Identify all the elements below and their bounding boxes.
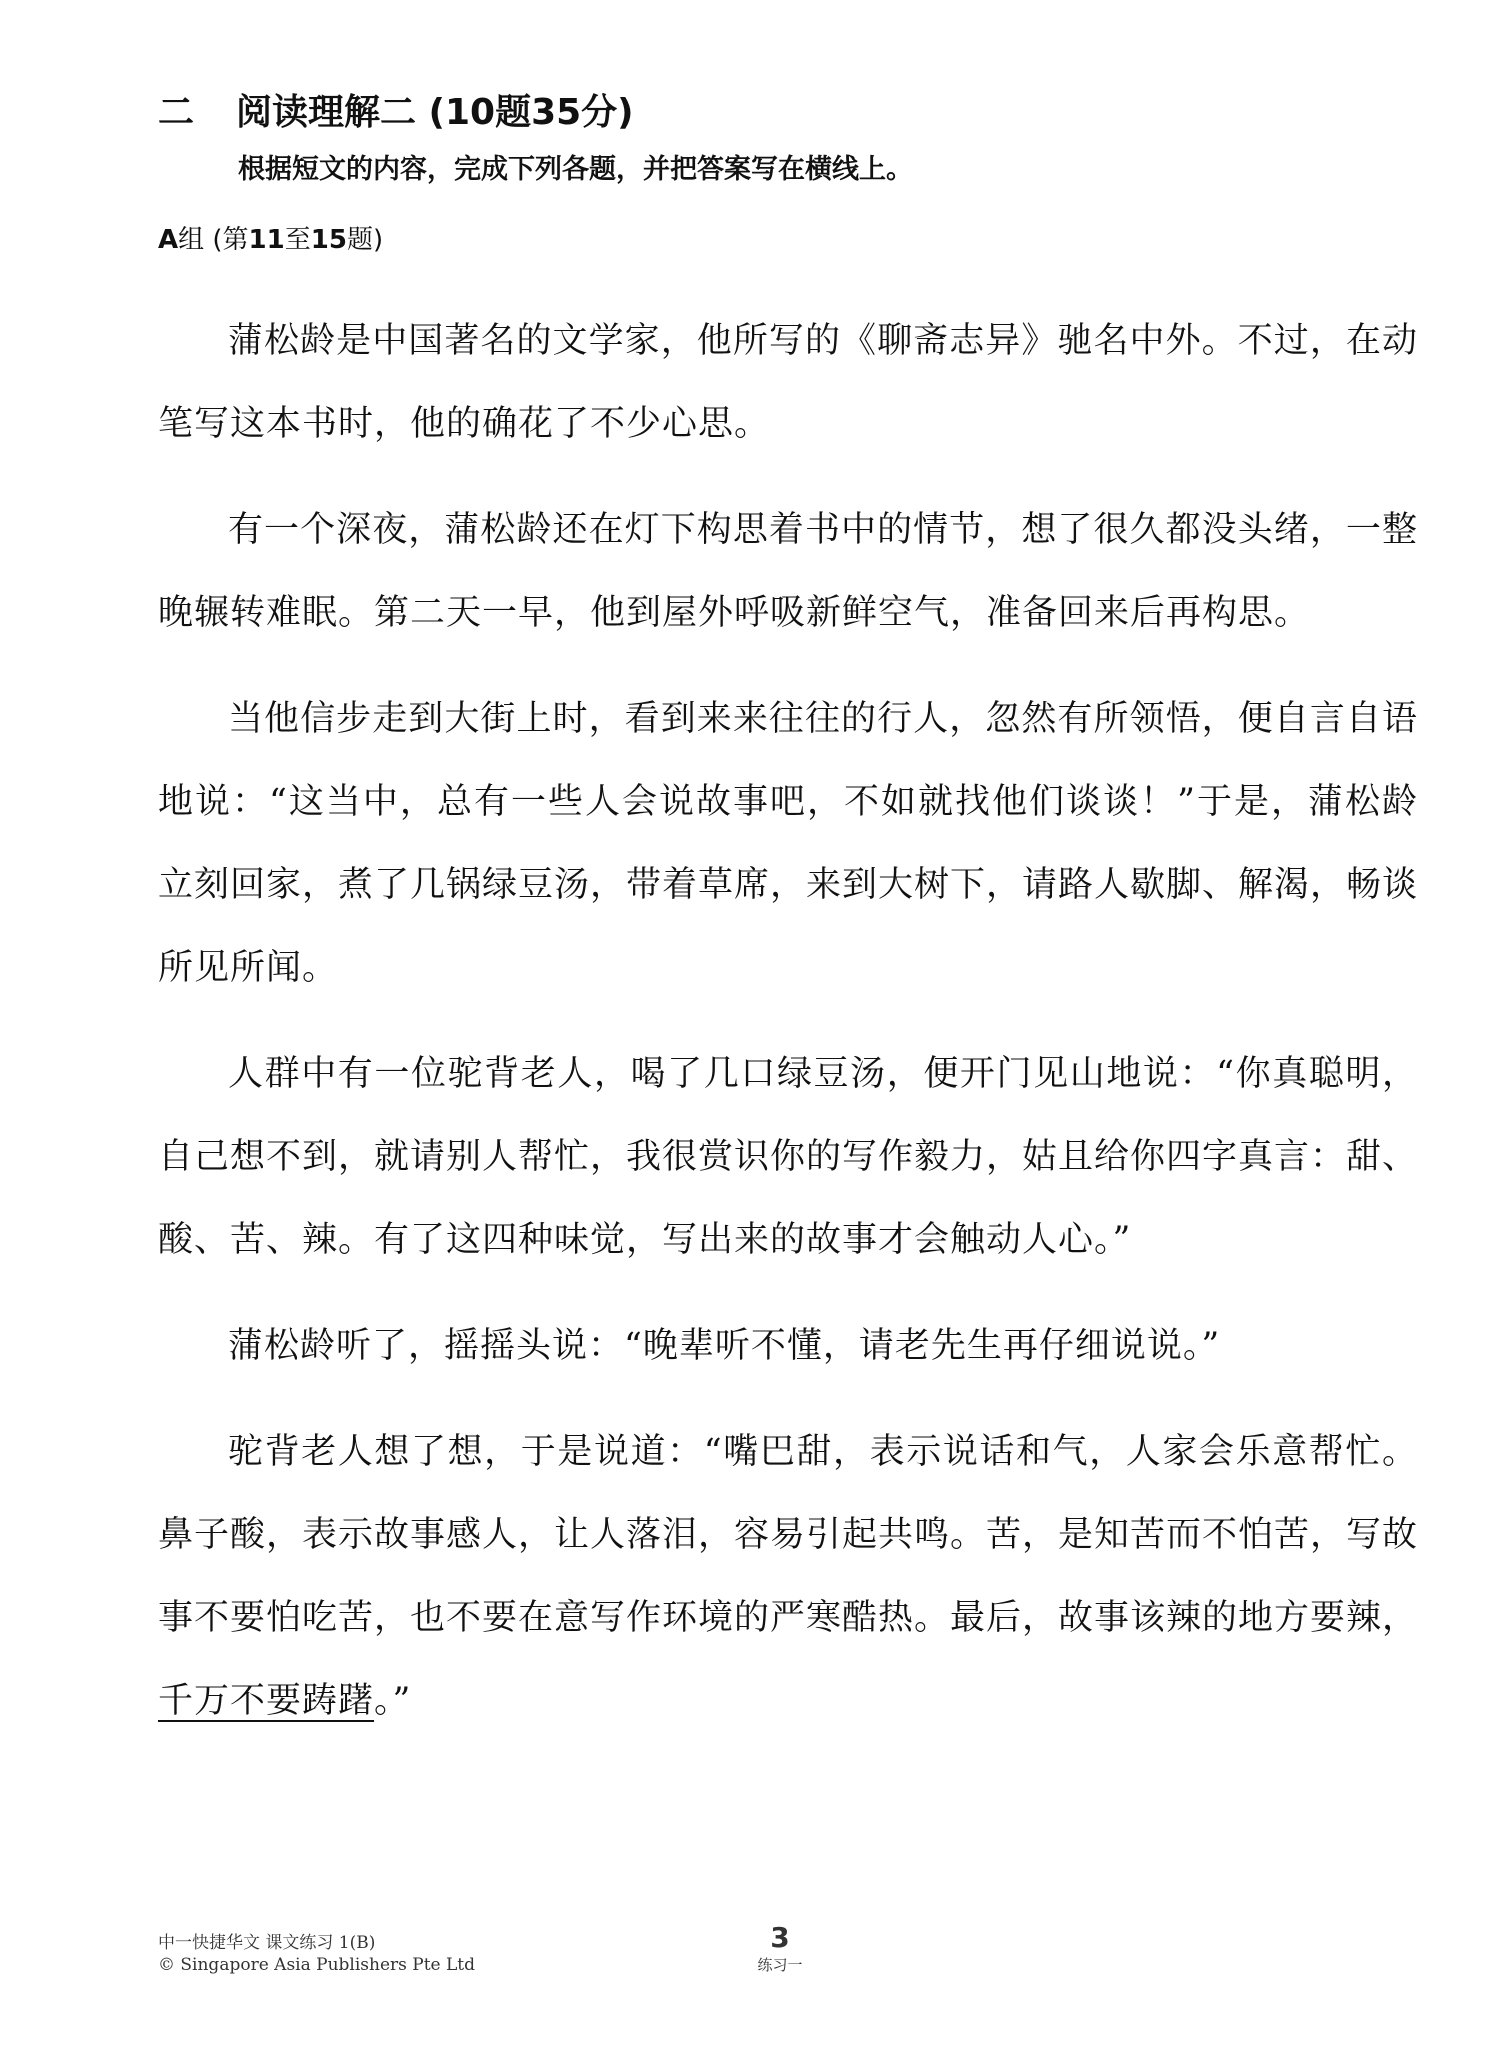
reading-passage xyxy=(158,300,1418,1766)
section-heading xyxy=(158,88,634,138)
group-label: A xyxy=(158,225,179,255)
book-title: 中一快捷华文 课文练习 1(B) xyxy=(158,1933,376,1953)
paragraph: 人群中有一位驼背老人，喝了几口绿豆汤，便开门见山地说：“你真聪明，自己想不到，就请别人帮忙，我很赏识你的写作毅力，姑且给你四字真言：甜、酸、苦、辣。有了这四种味觉，写出来的故事才会触动人心。” xyxy=(158,1054,1419,1260)
section-number: 二 xyxy=(158,92,195,133)
paragraph: 有一个深夜，蒲松龄还在灯下构思着书中的情节，想了很久都没头绪，一整晚辗转难眠。第二天一早，他到屋外呼吸新鲜空气，准备回来后再构思。 xyxy=(158,510,1418,633)
underlined-phrase: 千万不要踌躇 xyxy=(158,1681,375,1721)
group-from: 11 xyxy=(248,225,285,255)
group-text-1: 组 (第 xyxy=(178,225,249,255)
exercise-label: 练习一 xyxy=(757,1956,803,1974)
group-to: 15 xyxy=(310,225,347,255)
paragraph: 蒲松龄听了，摇摇头说：“晚辈听不懂，请老先生再仔细说说。” xyxy=(228,1326,1221,1366)
section-title: 阅读理解二 (10题35分) xyxy=(236,92,634,133)
paragraph: 蒲松龄是中国著名的文学家，他所写的《聊斋志异》驰名中外。不过，在动笔写这本书时，他的确花了不少心思。 xyxy=(158,321,1418,444)
paragraph: 当他信步走到大街上时，看到来来往往的行人，忽然有所领悟，便自言自语地说：“这当中，总有一些人会说故事吧，不如就找他们谈谈！”于是，蒲松龄立刻回家，煮了几锅绿豆汤，带着草席，来到大树下，请路人歇脚、解渴，畅谈所见所闻。 xyxy=(158,699,1419,988)
footer-info xyxy=(158,1932,475,1976)
copyright: © Singapore Asia Publishers Pte Ltd xyxy=(158,1955,476,1975)
paragraph-text: 驼背老人想了想，于是说道：“嘴巴甜，表示说话和气，人家会乐意帮忙。鼻子酸，表示故事感人，让人落泪，容易引起共鸣。苦，是知苦而不怕苦，写故事不要怕吃苦，也不要在意写作环境的严寒酷热。最后，故事该辣的地方要辣， xyxy=(158,1432,1419,1638)
instructions: 根据短文的内容，完成下列各题，并把答案写在横线上。 xyxy=(238,154,913,185)
group-heading xyxy=(158,218,383,262)
group-text-3: 题) xyxy=(346,225,384,255)
paragraph-last xyxy=(158,1411,1418,1743)
page-number: 3 xyxy=(770,1921,790,1954)
page-footer xyxy=(740,1922,820,1976)
group-text-2: 至 xyxy=(284,225,311,255)
paragraph-end: 。” xyxy=(374,1681,412,1721)
